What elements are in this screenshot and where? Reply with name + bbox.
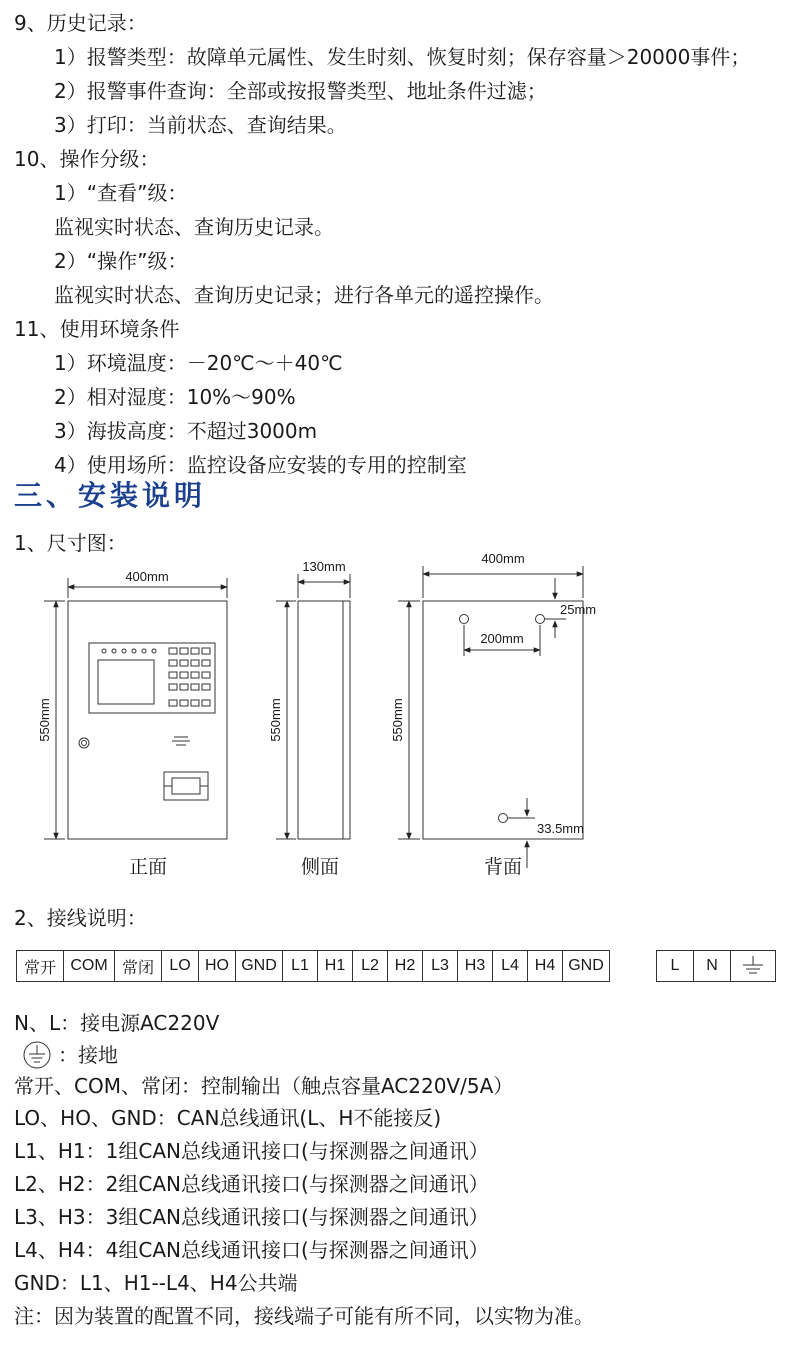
side-height-label: 550mm — [268, 698, 283, 742]
terminal-cell: 常闭 — [115, 951, 162, 981]
list-item: 1）环境温度：－20℃～＋40℃ — [54, 351, 343, 375]
list-item: 监视实时状态、查询历史记录。 — [54, 215, 334, 239]
terminal-cell: L2 — [353, 951, 388, 981]
terminal-cell: L1 — [283, 951, 318, 981]
dimensions-title: 1、尺寸图： — [14, 531, 127, 555]
mounting-hole — [536, 615, 545, 624]
terminal-cell: HO — [199, 951, 236, 981]
back-width-label: 400mm — [481, 551, 525, 566]
front-width-label: 400mm — [125, 569, 169, 584]
indicator-leds — [102, 649, 156, 653]
section-10-title: 10、操作分级： — [14, 147, 160, 171]
speaker-grille-icon — [172, 737, 190, 745]
terminal-cell: GND — [568, 957, 604, 974]
front-view — [44, 578, 227, 839]
list-item: 1）报警类型：故障单元属性、发生时刻、恢复时刻；保存容量＞20000事件； — [54, 45, 751, 69]
side-cabinet-outline — [298, 601, 350, 839]
note-ch2: L2、H2：2组CAN总线通讯接口(与探测器之间通讯） — [14, 1172, 489, 1196]
ground-icon — [731, 951, 775, 981]
list-item: 2）相对湿度：10%～90% — [54, 385, 296, 409]
terminal-cell: GND — [236, 951, 283, 981]
back-height-label: 550mm — [390, 698, 405, 742]
list-item: 1）“查看”级： — [54, 181, 188, 205]
section-heading: 三、安装说明 — [14, 479, 207, 512]
note-ground: ：接地 — [58, 1043, 118, 1067]
list-item: 3）打印：当前状态、查询结果。 — [54, 113, 347, 137]
terminal-cell: H4 — [528, 951, 563, 981]
list-item: 3）海拔高度：不超过3000m — [54, 419, 318, 443]
note-ch4: L4、H4：4组CAN总线通讯接口(与探测器之间通讯） — [14, 1238, 489, 1262]
note-power: N、L：接电源AC220V — [14, 1011, 220, 1035]
keypad — [169, 648, 210, 706]
terminal-cell: H1 — [318, 951, 353, 981]
side-view — [276, 574, 350, 839]
terminal-cell: N — [694, 951, 731, 981]
front-view-label: 正面 — [128, 856, 168, 878]
terminal-block-main — [16, 950, 610, 982]
hole-spacing-label: 200mm — [480, 631, 524, 646]
wiring-title: 2、接线说明： — [14, 906, 147, 930]
terminal-cell: L4 — [493, 951, 528, 981]
note-ch3: L3、H3：3组CAN总线通讯接口(与探测器之间通讯） — [14, 1205, 489, 1229]
terminal-block-power — [656, 950, 776, 982]
side-depth-label: 130mm — [302, 559, 346, 574]
printer-slot — [164, 772, 208, 800]
ground-circle-icon — [22, 1040, 52, 1070]
note-disclaimer: 注：因为装置的配置不同，接线端子可能有所不同，以实物为准。 — [14, 1304, 594, 1328]
display-screen — [98, 660, 154, 704]
mounting-hole — [460, 615, 469, 624]
list-item: 2）“操作”级： — [54, 249, 188, 273]
terminal-cell: H3 — [458, 951, 493, 981]
note-ch1: L1、H1：1组CAN总线通讯接口(与探测器之间通讯） — [14, 1139, 489, 1163]
dimension-drawings — [0, 540, 803, 890]
terminal-cell: H2 — [388, 951, 423, 981]
list-item: 2）报警事件查询：全部或按报警类型、地址条件过滤； — [54, 79, 547, 103]
side-view-label: 侧面 — [300, 856, 340, 878]
section-11-title: 11、使用环境条件 — [14, 317, 180, 341]
terminal-cell: 常开 — [17, 951, 64, 981]
note-relay: 常开、COM、常闭：控制输出（触点容量AC220V/5A） — [14, 1074, 514, 1098]
mounting-hole — [499, 814, 508, 823]
lock-icon — [79, 738, 89, 748]
back-view-label: 背面 — [483, 856, 523, 878]
front-cabinet-outline — [68, 601, 227, 839]
list-item: 监视实时状态、查询历史记录；进行各单元的遥控操作。 — [54, 283, 554, 307]
front-height-label: 550mm — [37, 698, 52, 742]
section-9-title: 9、历史记录： — [14, 11, 147, 35]
note-gnd: GND：L1、H1--L4、H4公共端 — [14, 1271, 298, 1295]
terminal-cell: L3 — [423, 951, 458, 981]
bottom-offset-label: 33.5mm — [537, 821, 584, 836]
top-offset-label: 25mm — [560, 602, 597, 617]
terminal-cell: L — [657, 951, 694, 981]
list-item: 4）使用场所：监控设备应安装的专用的控制室 — [54, 453, 467, 477]
terminal-cell: COM — [64, 951, 115, 981]
note-can: LO、HO、GND：CAN总线通讯(L、H不能接反) — [14, 1106, 442, 1130]
terminal-cell: LO — [162, 951, 199, 981]
note-ground-row — [22, 1040, 118, 1070]
